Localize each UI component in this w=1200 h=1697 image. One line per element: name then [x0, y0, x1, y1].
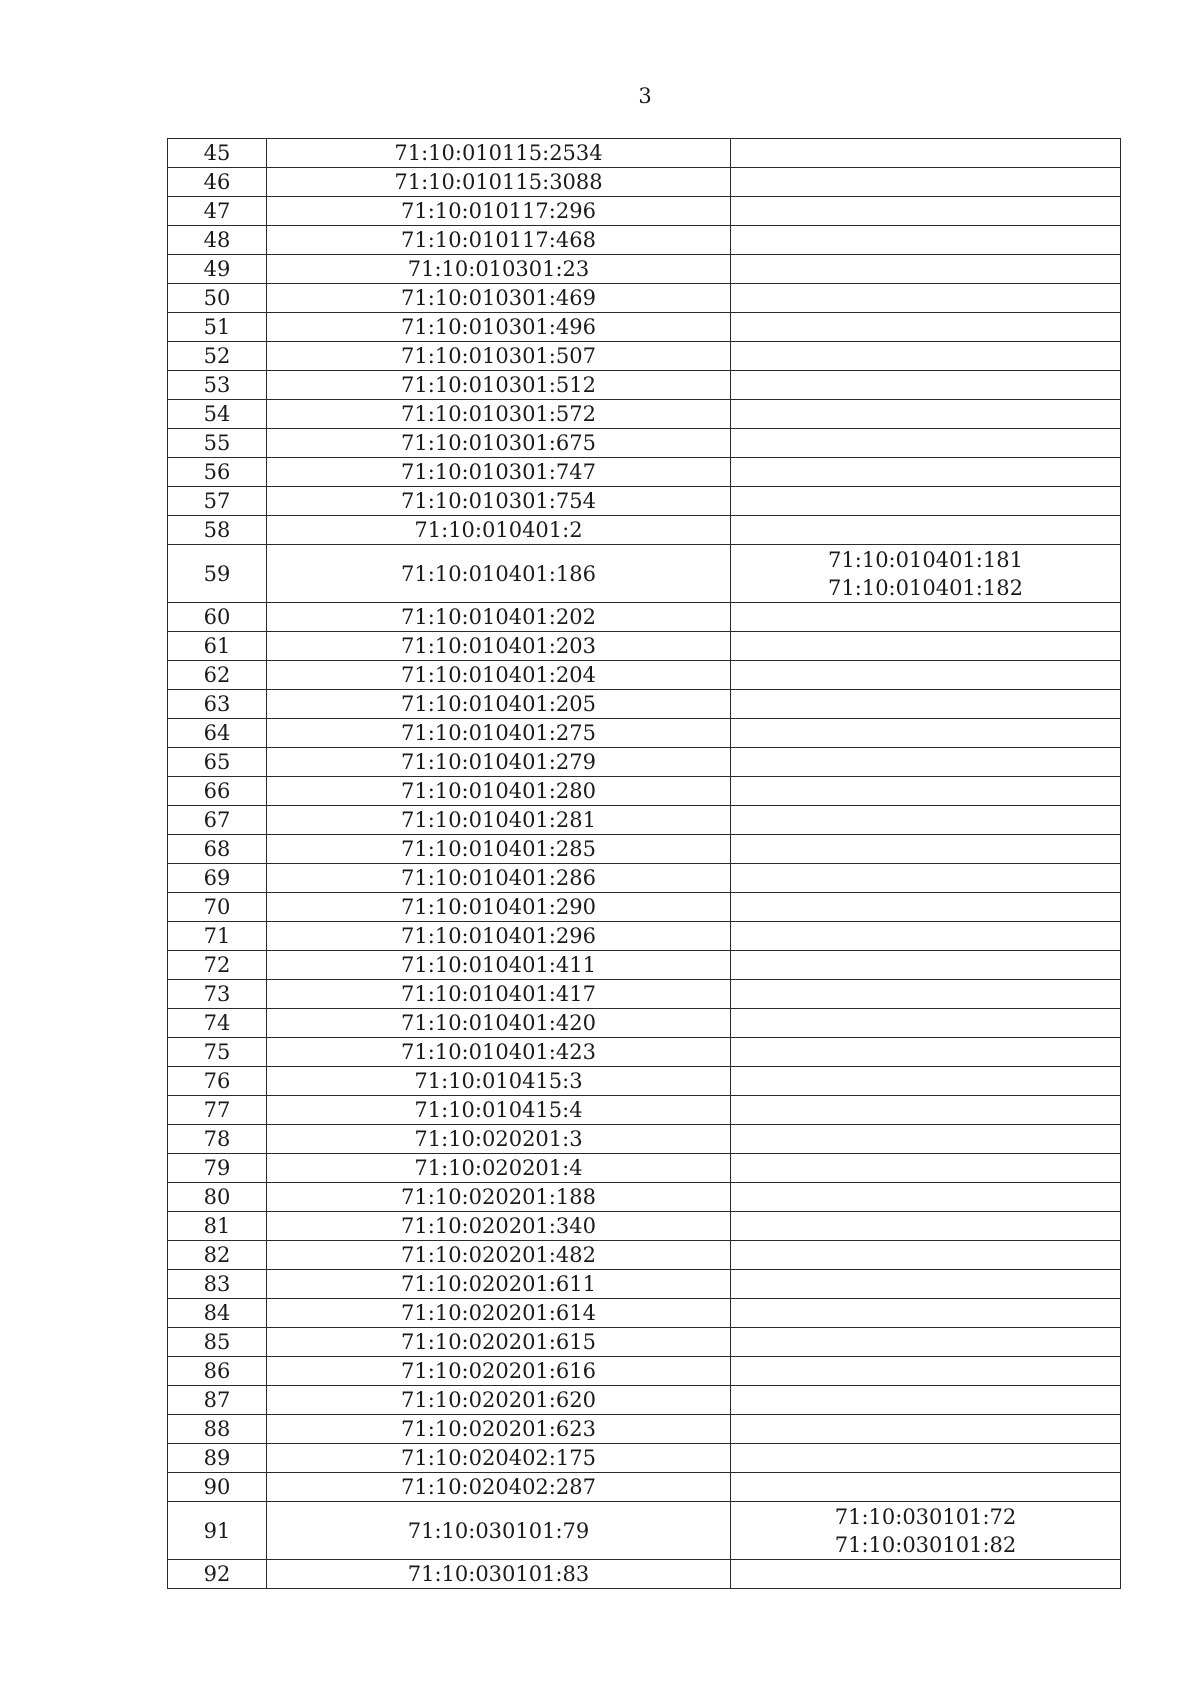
cadastral-number: 71:10:010301:675 — [267, 429, 731, 458]
cadastral-number: 71:10:010115:3088 — [267, 168, 731, 197]
table-row — [168, 1009, 1121, 1038]
table-row — [168, 980, 1121, 1009]
table-body — [168, 139, 1121, 1589]
row-number: 80 — [168, 1183, 267, 1212]
table-row — [168, 284, 1121, 313]
table-row — [168, 255, 1121, 284]
row-number: 51 — [168, 313, 267, 342]
table-row — [168, 777, 1121, 806]
related-cadastral-cell — [731, 951, 1121, 980]
cadastral-number: 71:10:020201:615 — [267, 1328, 731, 1357]
related-cadastral-cell — [731, 139, 1121, 168]
related-cadastral-cell — [731, 1212, 1121, 1241]
related-cadastral-cell — [731, 1444, 1121, 1473]
table-row — [168, 1270, 1121, 1299]
related-cadastral-cell — [731, 1067, 1121, 1096]
row-number: 55 — [168, 429, 267, 458]
row-number: 71 — [168, 922, 267, 951]
related-cadastral-cell — [731, 719, 1121, 748]
row-number: 50 — [168, 284, 267, 313]
table-row — [168, 1386, 1121, 1415]
cadastral-number: 71:10:010117:468 — [267, 226, 731, 255]
cadastral-number: 71:10:020402:175 — [267, 1444, 731, 1473]
cadastral-table — [167, 138, 1121, 1589]
related-cadastral-cell — [731, 864, 1121, 893]
table-row — [168, 400, 1121, 429]
cadastral-number: 71:10:010401:202 — [267, 603, 731, 632]
cadastral-number: 71:10:010401:411 — [267, 951, 731, 980]
cadastral-number: 71:10:020201:340 — [267, 1212, 731, 1241]
cadastral-number: 71:10:010401:286 — [267, 864, 731, 893]
related-cadastral-cell — [731, 603, 1121, 632]
cadastral-number: 71:10:010301:754 — [267, 487, 731, 516]
table-row — [168, 603, 1121, 632]
table-row — [168, 226, 1121, 255]
related-cadastral-cell — [731, 1328, 1121, 1357]
cadastral-number: 71:10:010301:507 — [267, 342, 731, 371]
table-row — [168, 748, 1121, 777]
related-cadastral-cell — [731, 980, 1121, 1009]
cadastral-number: 71:10:010401:275 — [267, 719, 731, 748]
row-number: 68 — [168, 835, 267, 864]
table-row — [168, 313, 1121, 342]
row-number: 70 — [168, 893, 267, 922]
table-row — [168, 1560, 1121, 1589]
related-cadastral-cell — [731, 922, 1121, 951]
table-row — [168, 458, 1121, 487]
cadastral-number: 71:10:020201:3 — [267, 1125, 731, 1154]
table-row — [168, 951, 1121, 980]
row-number: 47 — [168, 197, 267, 226]
related-cadastral-number: 71:10:010401:181 — [828, 547, 1023, 572]
row-number: 69 — [168, 864, 267, 893]
cadastral-number: 71:10:020201:188 — [267, 1183, 731, 1212]
related-cadastral-cell — [731, 661, 1121, 690]
row-number: 73 — [168, 980, 267, 1009]
related-cadastral-cell — [731, 1473, 1121, 1502]
row-number: 82 — [168, 1241, 267, 1270]
related-cadastral-cell — [731, 1386, 1121, 1415]
table-row — [168, 1067, 1121, 1096]
page-number: 3 — [638, 84, 652, 108]
related-cadastral-cell — [731, 400, 1121, 429]
related-cadastral-cell — [731, 690, 1121, 719]
cadastral-number: 71:10:020201:616 — [267, 1357, 731, 1386]
row-number: 49 — [168, 255, 267, 284]
cadastral-number: 71:10:010401:281 — [267, 806, 731, 835]
row-number: 87 — [168, 1386, 267, 1415]
row-number: 57 — [168, 487, 267, 516]
row-number: 92 — [168, 1560, 267, 1589]
table-row — [168, 806, 1121, 835]
row-number: 56 — [168, 458, 267, 487]
related-cadastral-number: 71:10:030101:82 — [834, 1532, 1017, 1557]
row-number: 66 — [168, 777, 267, 806]
related-cadastral-cell — [731, 1357, 1121, 1386]
related-cadastral-cell — [731, 1560, 1121, 1589]
cadastral-number: 71:10:010401:204 — [267, 661, 731, 690]
cadastral-number: 71:10:010401:290 — [267, 893, 731, 922]
table-row — [168, 632, 1121, 661]
related-cadastral-cell — [731, 429, 1121, 458]
row-number: 54 — [168, 400, 267, 429]
related-cadastral-cell — [731, 835, 1121, 864]
row-number: 64 — [168, 719, 267, 748]
cadastral-number: 71:10:010401:280 — [267, 777, 731, 806]
row-number: 74 — [168, 1009, 267, 1038]
cadastral-number: 71:10:010301:572 — [267, 400, 731, 429]
table-row — [168, 922, 1121, 951]
table-row — [168, 1328, 1121, 1357]
row-number: 91 — [168, 1502, 267, 1560]
related-cadastral-cell — [731, 197, 1121, 226]
row-number: 52 — [168, 342, 267, 371]
cadastral-number: 71:10:010401:186 — [267, 545, 731, 603]
related-cadastral-cell — [731, 342, 1121, 371]
row-number: 83 — [168, 1270, 267, 1299]
related-cadastral-cell — [731, 516, 1121, 545]
table-row — [168, 1154, 1121, 1183]
related-cadastral-cell — [731, 284, 1121, 313]
row-number: 76 — [168, 1067, 267, 1096]
related-cadastral-cell — [731, 1009, 1121, 1038]
table-row — [168, 1444, 1121, 1473]
row-number: 84 — [168, 1299, 267, 1328]
row-number: 85 — [168, 1328, 267, 1357]
related-cadastral-cell — [731, 1038, 1121, 1067]
row-number: 77 — [168, 1096, 267, 1125]
cadastral-number: 71:10:020201:482 — [267, 1241, 731, 1270]
table-row — [168, 516, 1121, 545]
related-cadastral-cell — [731, 1096, 1121, 1125]
cadastral-number: 71:10:010401:205 — [267, 690, 731, 719]
cadastral-number: 71:10:010415:3 — [267, 1067, 731, 1096]
cadastral-number: 71:10:020201:614 — [267, 1299, 731, 1328]
cadastral-number: 71:10:020201:623 — [267, 1415, 731, 1444]
related-cadastral-cell — [731, 371, 1121, 400]
cadastral-number: 71:10:010401:203 — [267, 632, 731, 661]
row-number: 60 — [168, 603, 267, 632]
cadastral-number: 71:10:010401:279 — [267, 748, 731, 777]
table-row — [168, 1212, 1121, 1241]
table-row — [168, 429, 1121, 458]
related-cadastral-cell — [731, 632, 1121, 661]
table-row — [168, 197, 1121, 226]
row-number: 90 — [168, 1473, 267, 1502]
row-number: 75 — [168, 1038, 267, 1067]
table-row — [168, 168, 1121, 197]
row-number: 46 — [168, 168, 267, 197]
related-cadastral-cell — [731, 893, 1121, 922]
cadastral-number: 71:10:010301:469 — [267, 284, 731, 313]
row-number: 81 — [168, 1212, 267, 1241]
related-cadastral-cell — [731, 487, 1121, 516]
related-cadastral-number: 71:10:030101:72 — [834, 1504, 1017, 1529]
row-number: 45 — [168, 139, 267, 168]
row-number: 59 — [168, 545, 267, 603]
cadastral-number: 71:10:010301:496 — [267, 313, 731, 342]
table-row — [168, 1096, 1121, 1125]
row-number: 89 — [168, 1444, 267, 1473]
cadastral-number: 71:10:020201:4 — [267, 1154, 731, 1183]
cadastral-number: 71:10:010401:2 — [267, 516, 731, 545]
row-number: 86 — [168, 1357, 267, 1386]
table-row — [168, 1241, 1121, 1270]
related-cadastral-cell — [731, 1415, 1121, 1444]
table-row — [168, 719, 1121, 748]
table-row — [168, 1502, 1121, 1560]
table-row — [168, 545, 1121, 603]
cadastral-number: 71:10:010117:296 — [267, 197, 731, 226]
related-cadastral-cell — [731, 1125, 1121, 1154]
related-cadastral-cell — [731, 806, 1121, 835]
row-number: 58 — [168, 516, 267, 545]
cadastral-number: 71:10:010401:285 — [267, 835, 731, 864]
cadastral-number: 71:10:010115:2534 — [267, 139, 731, 168]
table-row — [168, 1299, 1121, 1328]
cadastral-number: 71:10:010301:23 — [267, 255, 731, 284]
table-row — [168, 893, 1121, 922]
row-number: 67 — [168, 806, 267, 835]
table-row — [168, 1183, 1121, 1212]
table-row — [168, 139, 1121, 168]
related-cadastral-cell — [731, 458, 1121, 487]
cadastral-number: 71:10:010401:296 — [267, 922, 731, 951]
related-cadastral-cell — [731, 748, 1121, 777]
related-cadastral-cell — [731, 1154, 1121, 1183]
table-row — [168, 1357, 1121, 1386]
table-row — [168, 1473, 1121, 1502]
table-row — [168, 835, 1121, 864]
cadastral-number: 71:10:010401:423 — [267, 1038, 731, 1067]
related-cadastral-cell — [731, 1299, 1121, 1328]
table-row — [168, 371, 1121, 400]
row-number: 61 — [168, 632, 267, 661]
cadastral-number: 71:10:010401:417 — [267, 980, 731, 1009]
table-row — [168, 487, 1121, 516]
cadastral-number: 71:10:010301:747 — [267, 458, 731, 487]
related-cadastral-cell — [731, 1183, 1121, 1212]
row-number: 78 — [168, 1125, 267, 1154]
related-cadastral-cell — [731, 168, 1121, 197]
table-row — [168, 1415, 1121, 1444]
related-cadastral-cell — [731, 1270, 1121, 1299]
related-cadastral-cell — [731, 777, 1121, 806]
cadastral-number: 71:10:020402:287 — [267, 1473, 731, 1502]
row-number: 53 — [168, 371, 267, 400]
related-cadastral-cell — [731, 545, 1121, 603]
cadastral-number: 71:10:010415:4 — [267, 1096, 731, 1125]
cadastral-number: 71:10:020201:620 — [267, 1386, 731, 1415]
row-number: 79 — [168, 1154, 267, 1183]
row-number: 65 — [168, 748, 267, 777]
row-number: 72 — [168, 951, 267, 980]
related-cadastral-cell — [731, 313, 1121, 342]
related-cadastral-number: 71:10:010401:182 — [828, 575, 1023, 600]
table-row — [168, 864, 1121, 893]
cadastral-number: 71:10:010301:512 — [267, 371, 731, 400]
row-number: 63 — [168, 690, 267, 719]
cadastral-number: 71:10:030101:83 — [267, 1560, 731, 1589]
table-row — [168, 1125, 1121, 1154]
cadastral-number: 71:10:010401:420 — [267, 1009, 731, 1038]
cadastral-number: 71:10:020201:611 — [267, 1270, 731, 1299]
row-number: 88 — [168, 1415, 267, 1444]
table-row — [168, 690, 1121, 719]
related-cadastral-cell — [731, 1241, 1121, 1270]
cadastral-number: 71:10:030101:79 — [267, 1502, 731, 1560]
table-row — [168, 342, 1121, 371]
row-number: 48 — [168, 226, 267, 255]
table-row — [168, 1038, 1121, 1067]
related-cadastral-cell — [731, 226, 1121, 255]
related-cadastral-cell — [731, 255, 1121, 284]
related-cadastral-cell — [731, 1502, 1121, 1560]
table-row — [168, 661, 1121, 690]
row-number: 62 — [168, 661, 267, 690]
